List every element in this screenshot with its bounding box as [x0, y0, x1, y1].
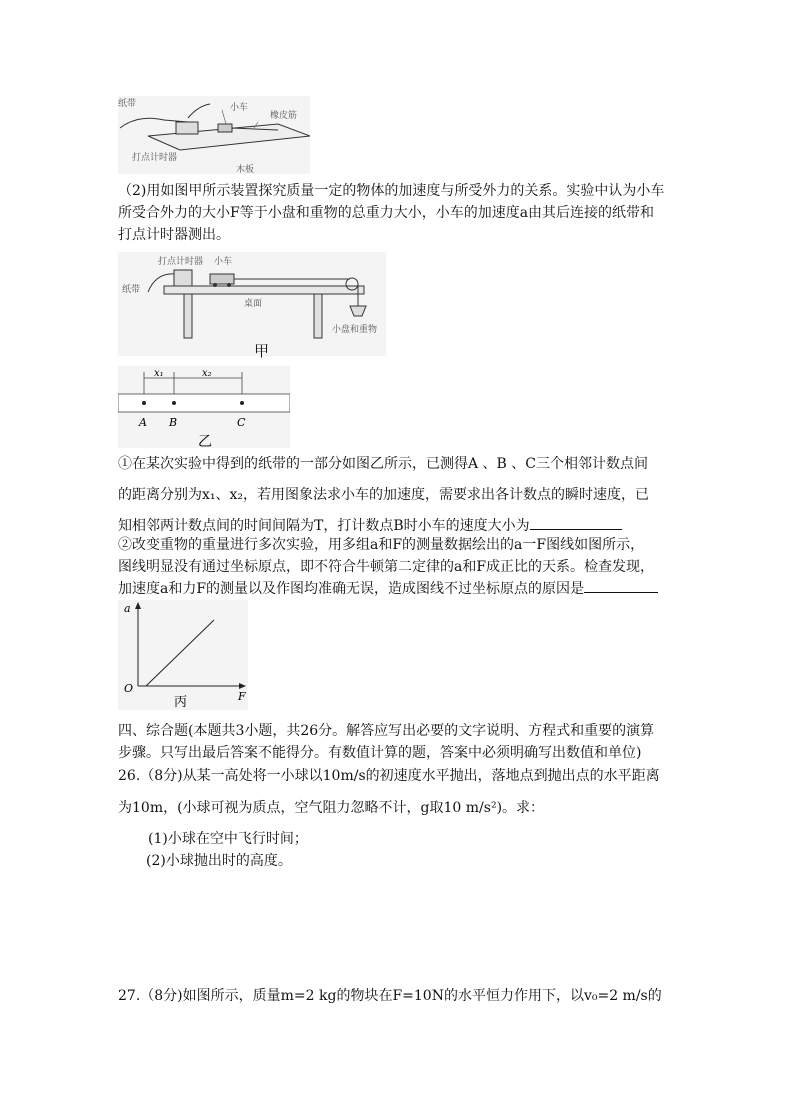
figure-yi-tape	[118, 366, 290, 448]
q2-line-3: 打点计时器测出。	[118, 227, 230, 243]
axis-y-label: a	[124, 602, 131, 615]
sub2-line-3-text: 加速度a和力F的测量以及作图均准确无误，造成图线不过坐标原点的原因是	[118, 581, 585, 597]
sub2-line-2: 图线明显没有通过坐标原点，即不符合牛顿第二定律的a和F成正比的天系。检查发现，	[118, 559, 655, 575]
label-jia-table: 桌面	[244, 299, 263, 309]
label-timer: 打点计时器	[132, 153, 178, 163]
sub1-line-3	[118, 515, 622, 535]
q26-item-1: (1)小球在空中飞行时间；	[148, 831, 308, 847]
question-2-text	[118, 180, 664, 246]
point-a-label: A	[139, 416, 147, 429]
caption-jia: 甲	[254, 342, 270, 360]
sub1-line-1: ①在某次实验中得到的纸带的一部分如图乙所示，已测得A 、B 、C三个相邻计数点间	[118, 456, 649, 472]
q2-line-1: （2)用如图甲所示装置探究质量一定的物体的加速度与所受外力的关系。实验中认为小车	[118, 183, 665, 199]
label-board: 木板	[236, 165, 255, 174]
point-c-label: C	[237, 416, 246, 429]
label-jia-tape: 纸带	[122, 285, 141, 295]
label-jia-weight: 小盘和重物	[332, 325, 378, 335]
label-jia-cart: 小车	[214, 257, 233, 267]
q2-line-2: 所受合外力的大小F等于小盘和重物的总重力大小，小车的加速度a由其后连接的纸带和	[118, 205, 655, 221]
caption-bing: 丙	[174, 695, 188, 710]
graph-line	[146, 620, 214, 686]
sub2-line-3	[118, 578, 658, 600]
origin-label: O	[124, 682, 134, 695]
answer-blank-2[interactable]	[584, 578, 658, 593]
label-x2: x₂	[202, 368, 212, 379]
label-x1: x₁	[154, 368, 164, 379]
section4-line-2: 步骤。只写出最后答案不能得分。有数值计算的题，答案中必须明确写出数值和单位)	[118, 745, 642, 761]
figure-jia-apparatus	[118, 252, 386, 356]
sub2-line-1: ②改变重物的重量进行多次实验，用多组a和F的测量数据绘出的a一F图线如图所示，	[118, 537, 645, 553]
figure-cart-rubber-band	[118, 96, 310, 174]
q26-item-2: (2)小球抛出时的高度。	[146, 853, 292, 869]
q26-line-1: 26.（8分)从某一高处将一小球以10m/s的初速度水平抛出，落地点到抛出点的水平距离	[118, 768, 660, 784]
section-4-header	[118, 720, 654, 764]
caption-yi: 乙	[198, 434, 212, 448]
q26-line-2: 为10m，(小球可视为质点，空气阻力忽略不计，g取10 m/s²)。求：	[118, 800, 545, 816]
label-rubber-band: 橡皮筋	[270, 111, 298, 121]
section4-line-1: 四、综合题(本题共3小题，共26分。解答应写出必要的文字说明、方程式和重要的演算	[118, 723, 655, 739]
answer-blank-1[interactable]	[530, 515, 622, 530]
label-cart: 小车	[230, 103, 249, 113]
point-b-label: B	[169, 416, 178, 429]
label-tape: 纸带	[118, 99, 137, 109]
sub1-line-3-text: 知相邻两计数点间的时间间隔为T，打计数点B时小车的速度大小为	[118, 518, 530, 534]
label-jia-timer: 打点计时器	[158, 257, 204, 267]
q27-line-1: 27.（8分)如图所示，质量m=2 kg的物块在F=10N的水平恒力作用下，以v₀=2 m/s的	[118, 988, 662, 1004]
figure-bing-graph	[118, 600, 248, 710]
axis-x-label: F	[238, 690, 246, 703]
sub2-text	[118, 534, 658, 600]
sub1-line-2: 的距离分别为x₁、x₂，若用图象法求小车的加速度，需要求出各计数点的瞬时速度，已	[118, 487, 650, 503]
